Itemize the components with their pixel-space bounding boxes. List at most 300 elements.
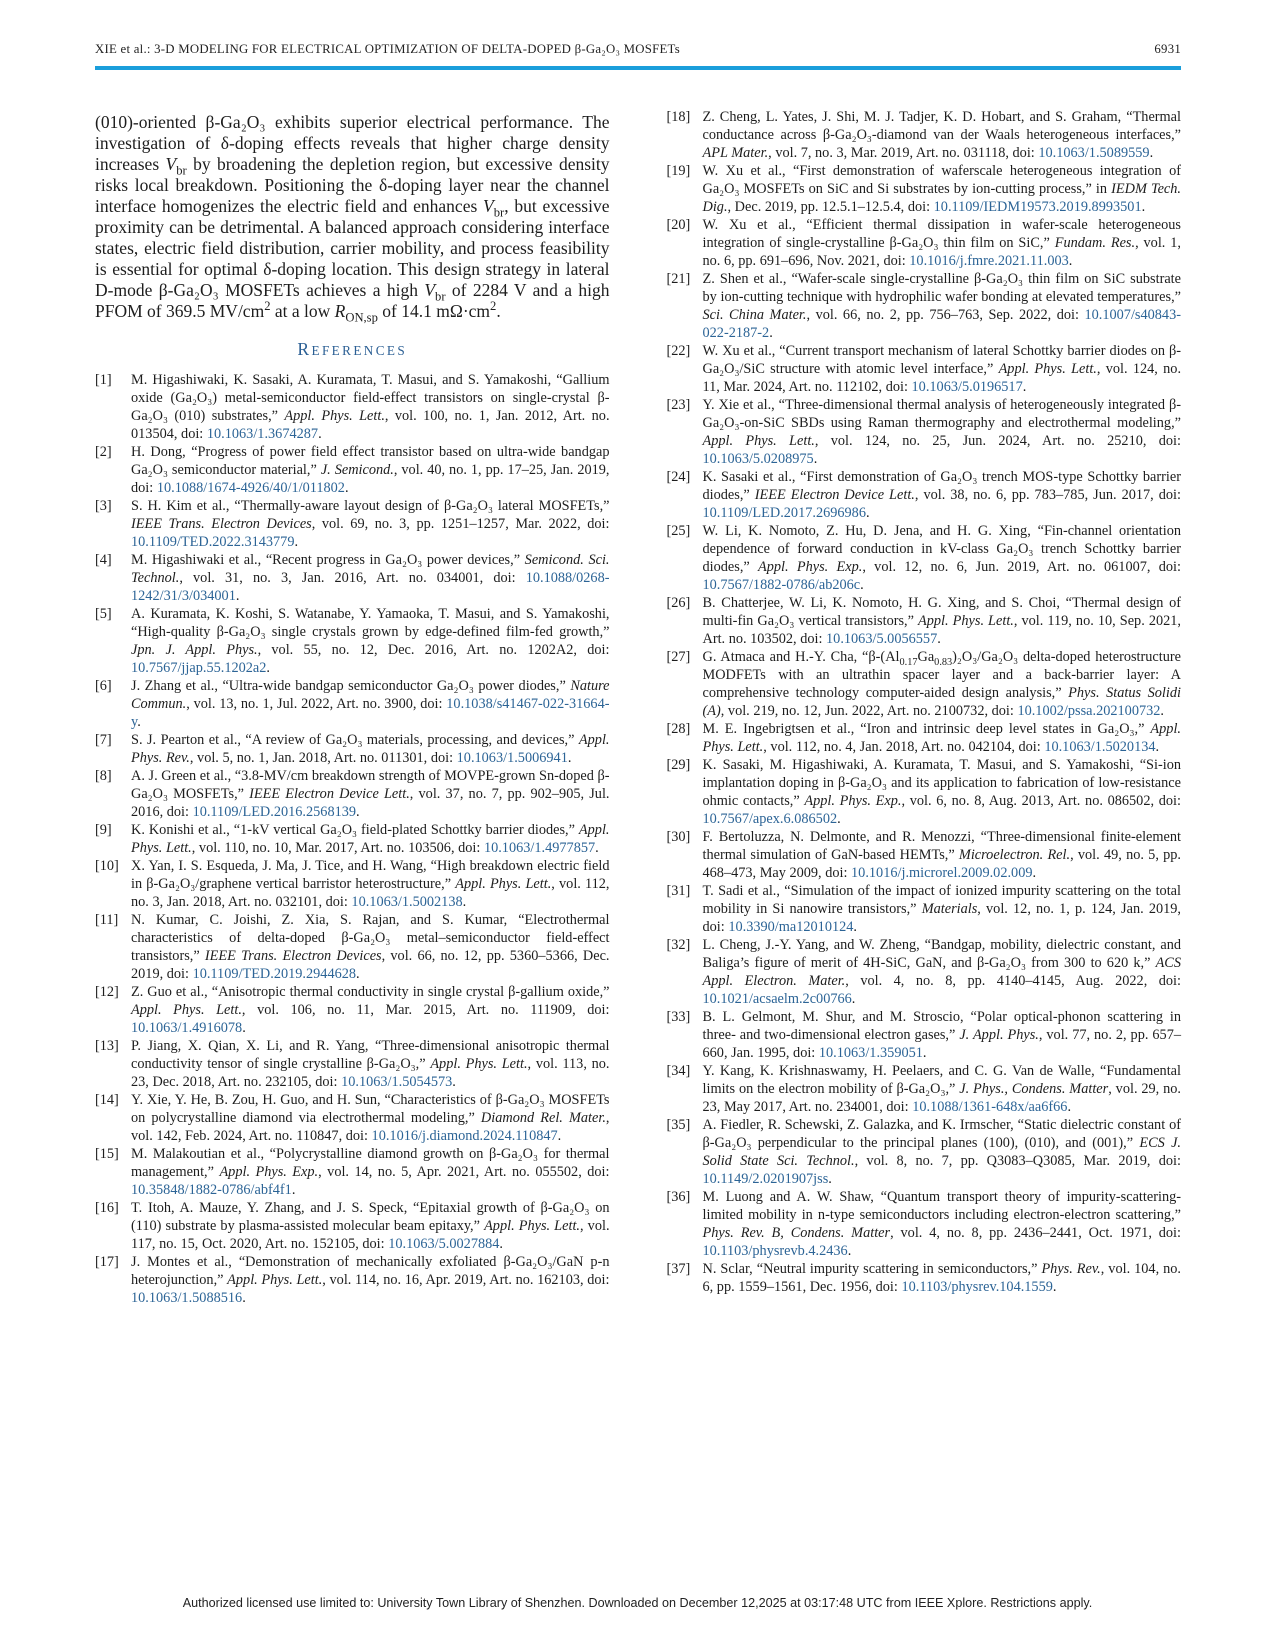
- text-run: M. Malakoutian et al., “Polycrystalline diamond growth on β-Ga₂O₃ for thermal management,”: [131, 1146, 610, 1180]
- references-heading-rest: EFERENCES: [311, 343, 408, 358]
- reference-number: [4]: [95, 552, 112, 568]
- left-column: [95, 108, 610, 1307]
- italic-text: Appl. Phys. Lett.: [918, 613, 1014, 629]
- reference-item: [95, 857, 610, 911]
- reference-text: [703, 1188, 1182, 1260]
- text-run: .: [1022, 379, 1027, 395]
- text-run: .: [813, 451, 818, 467]
- text-run: .: [496, 301, 501, 321]
- text-run: .: [318, 426, 322, 442]
- italic-text: Appl. Phys. Lett.: [131, 1002, 242, 1018]
- doi-link[interactable]: 10.1063/1.5002138: [351, 894, 463, 910]
- doi-link[interactable]: 10.1063/5.0056557: [826, 631, 938, 647]
- text-run: P. Jiang, X. Qian, X. Li, and R. Yang, “Three-dimensional anisotropic thermal conductivity tensor of single crystalline β-Ga₂O₃,”: [131, 1038, 610, 1072]
- reference-number: [3]: [95, 498, 112, 514]
- reference-number: [32]: [666, 937, 691, 953]
- italic-text: Appl. Phys. Lett.: [227, 1272, 323, 1288]
- text-run: .: [452, 1074, 456, 1090]
- text-run: A. Fiedler, R. Schewski, Z. Galazka, and K. Irmscher, “Static dielectric constant of β-Ga₂O₃ perpendicular to the principal planes (100), (010), and (001),”: [702, 1117, 1181, 1151]
- text-run: , vol. 12, no. 1, p. 124, Jan. 2019, doi:: [702, 901, 1181, 935]
- text-run: W. Xu et al., “Current transport mechanism of lateral Schottky barrier diodes on β-Ga₂O₃/SiC structure with atomic level interface,”: [702, 343, 1181, 377]
- reference-item: [667, 522, 1182, 594]
- text-run: , vol. 66, no. 12, pp. 5360–5366, Dec. 2019, doi:: [131, 948, 610, 982]
- text-run: M. Luong and A. W. Shaw, “Quantum transport theory of impurity-scattering-limited mobility in n-type semiconductors including electron-electron scattering,”: [702, 1189, 1181, 1223]
- doi-link[interactable]: 10.1063/1.5020134: [1044, 739, 1156, 755]
- reference-text: [131, 767, 610, 821]
- text-run: .: [356, 804, 360, 820]
- reference-item: [95, 911, 610, 983]
- text-run: .: [1052, 1279, 1057, 1295]
- italic-text: IEEE Trans. Electron Devices: [204, 948, 382, 964]
- text-run: J. Zhang et al., “Ultra-wide bandgap semiconductor Ga₂O₃ power diodes,”: [131, 678, 571, 694]
- italic-text: Phys. Rev. B, Condens. Matter: [702, 1225, 891, 1241]
- reference-text: [703, 216, 1182, 270]
- italic-text: Fundam. Res.: [1054, 235, 1136, 251]
- reference-number: [2]: [95, 444, 112, 460]
- text-run: at a low: [270, 301, 335, 321]
- italic-text: IEDM Tech. Dig.: [702, 181, 1181, 215]
- doi-link[interactable]: 10.1002/pssa.202100732: [1017, 703, 1161, 719]
- reference-number: [34]: [666, 1063, 691, 1079]
- text-run: , vol. 7, no. 3, Mar. 2019, Art. no. 031118, doi:: [768, 145, 1039, 161]
- reference-item: [95, 497, 610, 551]
- content-columns: [95, 108, 1181, 1307]
- text-run: A. J. Green et al., “3.8-MV/cm breakdown strength of MOVPE-grown Sn-doped β-Ga₂O₃ MOSFETs,”: [131, 768, 610, 802]
- doi-link[interactable]: 10.1063/1.5088516: [131, 1290, 243, 1306]
- italic-text: Appl. Phys. Lett.: [430, 1056, 528, 1072]
- italic-text: IEEE Trans. Electron Devices: [131, 516, 312, 532]
- italic-text: Appl. Phys. Exp.: [804, 793, 902, 809]
- doi-link[interactable]: 10.1063/1.4977857: [483, 840, 596, 856]
- text-run: .: [1141, 199, 1146, 215]
- text-run: , vol. 219, no. 12, Jun. 2022, Art. no. 2100732, doi:: [720, 703, 1018, 719]
- text-run: J. Montes et al., “Demonstration of mechanically exfoliated β-Ga₂O₃/GaN p-n heterojunction,”: [131, 1254, 610, 1288]
- text-run: , vol. 29, no. 23, May 2017, Art. no. 234001, doi:: [702, 1081, 1181, 1115]
- reference-number: [22]: [666, 343, 691, 359]
- italic-text: Appl. Phys. Exp.: [219, 1164, 319, 1180]
- italic-text: Appl. Phys. Lett.: [484, 1218, 581, 1234]
- text-run: )₂O₃/Ga₂O₃ delta-doped heterostructure MODFETs with an ultrathin spacer layer and a back-barrier layer: A comprehensive technology computer-aided design analysis,”: [702, 649, 1181, 701]
- reference-number: [1]: [95, 372, 112, 388]
- text-run: A. Kuramata, K. Koshi, S. Watanabe, Y. Yamaoka, T. Masui, and S. Yamakoshi, “High-quality β-Ga₂O₃ single crystals grown by edge-defined film-fed growth,”: [131, 606, 610, 640]
- doi-link[interactable]: 10.1103/physrev.104.1559: [901, 1279, 1053, 1295]
- doi-link[interactable]: 10.1021/acsaelm.2c00766: [702, 991, 852, 1007]
- reference-number: [20]: [666, 217, 691, 233]
- reference-text: [703, 1008, 1182, 1062]
- text-run: , vol. 124, no. 25, Jun. 2024, Art. no. 25210, doi:: [814, 433, 1182, 449]
- text-run: , vol. 1, no. 6, pp. 691–696, Nov. 2021, doi:: [702, 235, 1181, 269]
- italic-text: IEEE Electron Device Lett.: [754, 487, 915, 503]
- reference-number: [36]: [666, 1189, 691, 1205]
- text-run: , vol. 113, no. 23, Dec. 2018, Art. no. 232105, doi:: [131, 1056, 610, 1090]
- italic-text: Phys. Status Solidi (A): [702, 685, 1181, 719]
- reference-text: [131, 371, 610, 443]
- doi-link[interactable]: 10.1016/j.diamond.2024.110847: [371, 1128, 558, 1144]
- doi-link[interactable]: 10.1063/1.3674287: [206, 426, 319, 442]
- italic-text: Phys. Rev.: [1041, 1261, 1101, 1277]
- italic-text: Appl. Phys. Lett.: [131, 822, 610, 856]
- text-run: Y. Xie, Y. He, B. Zou, H. Guo, and H. Sun, “Characteristics of β-Ga₂O₃ MOSFETs on polycrystalline diamond via electrothermal modeling,”: [131, 1092, 610, 1126]
- doi-link[interactable]: 10.1063/1.359051: [818, 1045, 923, 1061]
- doi-link[interactable]: 10.1088/1361-648x/aa6f66: [912, 1099, 1068, 1115]
- subscript-text: br: [435, 289, 446, 304]
- reference-number: [35]: [666, 1117, 691, 1133]
- reference-text: [703, 936, 1182, 1008]
- doi-link[interactable]: 10.7567/1882-0786/ab206c: [702, 577, 861, 593]
- doi-link[interactable]: 10.1109/LED.2017.2696986: [702, 505, 866, 521]
- text-run: .: [291, 1182, 296, 1198]
- text-run: .: [137, 714, 141, 730]
- text-run: .: [769, 325, 773, 341]
- italic-text: J. Semicond.: [320, 462, 394, 478]
- page-footer: [0, 1596, 1275, 1610]
- text-run: , vol. 69, no. 3, pp. 1251–1257, Mar. 2022, doi:: [311, 516, 610, 532]
- text-run: N. Kumar, C. Joishi, Z. Xia, S. Rajan, and S. Kumar, “Electrothermal characteristics of delta-doped β-Ga₂O₃ metal–semiconductor field-effect transistors,”: [131, 912, 610, 964]
- doi-link[interactable]: 10.1088/1674-4926/40/1/011802: [156, 480, 345, 496]
- text-run: B. L. Gelmont, M. Shur, and M. Stroscio, “Polar optical-phonon scattering in three- and two-dimensional electron gases,”: [702, 1009, 1181, 1043]
- text-run: .: [1149, 145, 1154, 161]
- doi-link[interactable]: 10.1063/1.4916078: [131, 1020, 243, 1036]
- text-run: G. Atmaca and H.-Y. Cha, “β-(Al: [702, 649, 900, 665]
- reference-text: [131, 821, 610, 857]
- text-run: by broadening the depletion region, but excessive density risks local breakdown. Positioning the δ-doping layer near the channel interface homogenizes the electric field and enhances: [95, 154, 610, 216]
- text-run: Z. Shen et al., “Wafer-scale single-crystalline β-Ga₂O₃ thin film on SiC substrate by ion-cutting technique with hydrophilic wafer bonding at elevated temperatures,”: [702, 271, 1181, 305]
- text-run: , vol. 112, no. 4, Jan. 2018, Art. no. 042104, doi:: [763, 739, 1045, 755]
- reference-text: [703, 882, 1182, 936]
- reference-number: [12]: [95, 984, 119, 1000]
- text-run: T. Itoh, A. Mauze, Y. Zhang, and J. S. Speck, “Epitaxial growth of β-Ga₂O₃ on (110) substrate by plasma-assisted molecular beam epitaxy,”: [131, 1200, 610, 1234]
- superscript-text: 2: [264, 299, 271, 314]
- subscript-text: 0.17: [899, 656, 918, 668]
- reference-number: [14]: [95, 1092, 119, 1108]
- reference-number: [6]: [95, 678, 112, 694]
- text-run: , vol. 124, no. 11, Mar. 2024, Art. no. 112102, doi:: [702, 361, 1182, 395]
- text-run: , vol. 117, no. 15, Oct. 2020, Art. no. 152105, doi:: [131, 1218, 610, 1252]
- reference-list-left: [95, 371, 610, 1307]
- italic-text: R: [334, 301, 346, 321]
- reference-text: [131, 1037, 610, 1091]
- doi-link[interactable]: 10.1063/5.0208975: [702, 451, 814, 467]
- italic-text: Appl. Phys. Exp.: [758, 559, 863, 575]
- italic-text: Appl. Phys. Lett.: [702, 721, 1181, 755]
- page-number: 6931: [1154, 42, 1181, 56]
- text-run: , vol. 55, no. 12, Dec. 2016, Art. no. 1202A2, doi:: [257, 642, 610, 658]
- reference-number: [15]: [95, 1146, 119, 1162]
- italic-text: Appl. Phys. Lett.: [455, 876, 552, 892]
- text-run: Y. Kang, K. Krishnaswamy, H. Peelaers, and C. G. Van de Walle, “Fundamental limits on the electron mobility of β-Ga₂O₃,”: [702, 1063, 1181, 1097]
- reference-item: [95, 605, 610, 677]
- text-run: K. Sasaki, M. Higashiwaki, A. Kuramata, T. Masui, and S. Yamakoshi, “Si-ion implantation doping in β-Ga₂O₃ and its application to fabrication of low-resistance ohmic contacts,”: [702, 757, 1181, 809]
- reference-text: [131, 1091, 610, 1145]
- text-run: , vol. 37, no. 7, pp. 902–905, Jul. 2016, doi:: [131, 786, 610, 820]
- italic-text: Appl. Phys. Lett.: [284, 408, 385, 424]
- text-run: , vol. 8, no. 7, pp. Q3083–Q3085, Mar. 2019, doi:: [854, 1153, 1181, 1169]
- text-run: .: [922, 1045, 927, 1061]
- italic-text: Nature Commun.: [131, 678, 610, 712]
- text-run: , vol. 104, no. 6, pp. 1559–1561, Dec. 1956, doi:: [702, 1261, 1181, 1295]
- reference-item: [95, 551, 610, 605]
- italic-text: APL Mater.: [702, 145, 769, 161]
- reference-number: [24]: [666, 469, 691, 485]
- reference-number: [16]: [95, 1200, 119, 1216]
- doi-link[interactable]: 10.1103/physrevb.4.2436: [702, 1243, 848, 1259]
- doi-link[interactable]: 10.1063/1.5054573: [341, 1074, 453, 1090]
- text-run: Y. Xie et al., “Three-dimensional thermal analysis of heterogeneously integrated β-Ga₂O₃-on-SiC SBDs using Raman thermography and electrothermal modeling,”: [702, 397, 1181, 431]
- text-run: of 14.1 mΩ·cm: [377, 301, 491, 321]
- header-rule: [95, 66, 1181, 70]
- text-run: , vol. 110, no. 10, Mar. 2017, Art. no. 103506, doi:: [191, 840, 484, 856]
- text-run: , vol. 14, no. 5, Apr. 2021, Art. no. 055502, doi:: [318, 1164, 610, 1180]
- text-run: .: [847, 1243, 852, 1259]
- reference-item: [95, 371, 610, 443]
- reference-text: [703, 270, 1182, 342]
- reference-item: [667, 1062, 1182, 1116]
- text-run: B. Chatterjee, W. Li, K. Nomoto, H. G. Xing, and S. Choi, “Thermal design of multi-fin Ga₂O₃ vertical transistors,”: [702, 595, 1181, 629]
- reference-list-right: [667, 108, 1182, 1296]
- reference-text: [703, 342, 1182, 396]
- reference-text: [703, 756, 1182, 828]
- reference-item: [95, 1037, 610, 1091]
- text-run: .: [1155, 739, 1160, 755]
- reference-item: [667, 468, 1182, 522]
- doi-link[interactable]: 10.1016/j.microrel.2009.02.009: [851, 865, 1033, 881]
- text-run: X. Yan, I. S. Esqueda, J. Ma, J. Tice, and H. Wang, “High breakdown electric field in β-Ga₂O₃/graphene vertical barristor heterostructure,”: [131, 858, 610, 892]
- reference-number: [17]: [95, 1254, 119, 1270]
- reference-number: [10]: [95, 858, 119, 874]
- italic-text: Sci. China Mater.: [702, 307, 807, 323]
- italic-text: ACS Appl. Electron. Mater.: [702, 955, 1181, 989]
- italic-text: Semicond. Sci. Technol.: [131, 552, 610, 586]
- text-run: W. Xu et al., “First demonstration of waferscale heterogeneous integration of Ga₂O₃ MOSFETs on SiC and Si substrates by ion-cutting process,” in: [702, 163, 1181, 197]
- reference-item: [95, 983, 610, 1037]
- reference-text: [703, 1260, 1182, 1296]
- reference-text: [131, 677, 610, 731]
- reference-number: [8]: [95, 768, 112, 784]
- doi-link[interactable]: 10.1038/s41467-022-31664-y: [131, 696, 610, 730]
- italic-text: Diamond Rel. Mater.: [480, 1110, 606, 1126]
- reference-number: [25]: [666, 523, 691, 539]
- doi-link[interactable]: 10.1109/IEDM19573.2019.8993501: [933, 199, 1142, 215]
- text-run: , vol. 4, no. 8, pp. 4140–4145, Aug. 2022, doi:: [845, 973, 1181, 989]
- text-run: , vol. 38, no. 6, pp. 783–785, Jun. 2017, doi:: [914, 487, 1181, 503]
- reference-text: [131, 911, 610, 983]
- reference-item: [667, 936, 1182, 1008]
- text-run: , vol. 4, no. 8, pp. 2436–2441, Oct. 1971, doi:: [890, 1225, 1181, 1241]
- text-run: , Dec. 2019, pp. 12.5.1–12.5.4, doi:: [727, 199, 934, 215]
- text-run: .: [937, 631, 941, 647]
- subscript-text: br: [176, 163, 187, 178]
- reference-item: [95, 1091, 610, 1145]
- subscript-text: 0.83: [934, 656, 953, 668]
- superscript-text: 2: [490, 299, 497, 314]
- text-run: .: [1067, 1099, 1072, 1115]
- reference-number: [13]: [95, 1038, 119, 1054]
- text-run: .: [851, 991, 856, 1007]
- reference-text: [131, 983, 610, 1037]
- reference-text: [131, 731, 610, 767]
- italic-text: V: [483, 196, 494, 216]
- text-run: M. Higashiwaki, K. Sasaki, A. Kuramata, T. Masui, and S. Yamakoshi, “Gallium oxide (Ga₂O₃) metal-semiconductor field-effect transistors on single-crystal β-Ga₂O₃ (010) substrates,”: [131, 372, 610, 424]
- reference-item: [95, 767, 610, 821]
- reference-text: [703, 720, 1182, 756]
- text-run: K. Sasaki et al., “First demonstration of Ga₂O₃ trench MOS-type Schottky barrier diodes,”: [702, 469, 1181, 503]
- reference-item: [667, 396, 1182, 468]
- italic-text: J. Appl. Phys.: [959, 1027, 1039, 1043]
- reference-text: [131, 1253, 610, 1307]
- reference-item: [667, 162, 1182, 216]
- text-run: .: [828, 1171, 832, 1187]
- reference-item: [95, 1145, 610, 1199]
- references-heading-initial: R: [297, 339, 312, 359]
- reference-number: [7]: [95, 732, 112, 748]
- reference-item: [667, 342, 1182, 396]
- reference-text: [703, 1062, 1182, 1116]
- doi-link[interactable]: 10.1063/5.0196517: [911, 379, 1023, 395]
- reference-number: [11]: [95, 912, 119, 928]
- reference-item: [667, 1260, 1182, 1296]
- reference-item: [95, 1199, 610, 1253]
- text-run: , vol. 114, no. 16, Apr. 2019, Art. no. 162103, doi:: [322, 1272, 610, 1288]
- reference-text: [131, 857, 610, 911]
- text-run: Z. Guo et al., “Anisotropic thermal conductivity in single crystal β-gallium oxide,”: [131, 984, 610, 1000]
- doi-link[interactable]: 10.1063/5.0027884: [388, 1236, 500, 1252]
- text-run: N. Sclar, “Neutral impurity scattering in semiconductors,”: [702, 1261, 1042, 1277]
- italic-text: V: [424, 280, 436, 300]
- reference-text: [703, 594, 1182, 648]
- text-run: .: [242, 1020, 246, 1036]
- reference-text: [131, 551, 610, 605]
- text-run: , vol. 5, no. 1, Jan. 2018, Art. no. 011301, doi:: [189, 750, 457, 766]
- text-run: .: [462, 894, 467, 910]
- reference-number: [28]: [666, 721, 691, 737]
- italic-text: Appl. Phys. Lett.: [702, 433, 815, 449]
- text-run: .: [865, 505, 870, 521]
- doi-link[interactable]: 10.1088/0268-1242/31/3/034001: [131, 570, 610, 604]
- reference-number: [9]: [95, 822, 112, 838]
- text-run: .: [344, 480, 349, 496]
- reference-text: [131, 605, 610, 677]
- doi-link[interactable]: 10.3390/ma12010124: [728, 919, 854, 935]
- text-run: H. Dong, “Progress of power field effect transistor based on ultra-wide bandgap Ga₂O₃ semiconductor material,”: [131, 444, 610, 478]
- text-run: , vol. 106, no. 11, Mar. 2015, Art. no. 111909, doi:: [241, 1002, 610, 1018]
- text-run: , vol. 13, no. 1, Jul. 2022, Art. no. 3900, doi:: [186, 696, 447, 712]
- text-run: F. Bertoluzza, N. Delmonte, and R. Menozzi, “Three-dimensional finite-element thermal simulation of GaN-based HEMTs,”: [702, 829, 1181, 863]
- italic-text: ECS J. Solid State Sci. Technol.: [702, 1135, 1181, 1169]
- text-run: W. Xu et al., “Efficient thermal dissipation in wafer-scale heterogeneous integration of single-crystalline β-Ga₂O₃ thin film on SiC,”: [702, 217, 1181, 251]
- text-run: L. Cheng, J.-Y. Yang, and W. Zheng, “Bandgap, mobility, dielectric constant, and Baliga’s figure of merit of 4H-SiC, GaN, and β-Ga₂O₃ from 300 to 620 k,”: [702, 937, 1181, 971]
- doi-link[interactable]: 10.1149/2.0201907jss: [702, 1171, 829, 1187]
- reference-item: [667, 594, 1182, 648]
- text-run: M. Higashiwaki et al., “Recent progress in Ga₂O₃ power devices,”: [131, 552, 525, 568]
- text-run: .: [567, 750, 572, 766]
- doi-link[interactable]: 10.7567/apex.6.086502: [702, 811, 838, 827]
- italic-text: IEEE Electron Device Lett.: [249, 786, 410, 802]
- conclusion-paragraph: [95, 112, 610, 325]
- reference-item: [667, 1188, 1182, 1260]
- reference-number: [30]: [666, 829, 691, 845]
- text-run: , but excessive proximity can be detrimental. A balanced approach considering interface states, electric field distribution, carrier mobility, and process feasibility is essential for optimal δ-doping location. This design strategy in lateral D-mode β-Ga₂O₃ MOSFETs achieves a high: [95, 196, 610, 300]
- text-run: .: [1068, 253, 1073, 269]
- reference-item: [667, 882, 1182, 936]
- text-run: , vol. 142, Feb. 2024, Art. no. 110847, doi:: [131, 1110, 610, 1144]
- text-run: .: [499, 1236, 503, 1252]
- reference-text: [131, 1199, 610, 1253]
- italic-text: Microelectron. Rel.: [958, 847, 1071, 863]
- reference-number: [19]: [666, 163, 691, 179]
- reference-text: [703, 108, 1182, 162]
- reference-text: [131, 497, 610, 551]
- text-run: , vol. 100, no. 1, Jan. 2012, Art. no. 013504, doi:: [131, 408, 610, 442]
- doi-link[interactable]: 10.1063/1.5006941: [456, 750, 568, 766]
- italic-text: V: [165, 154, 177, 174]
- text-run: Ga: [917, 649, 935, 665]
- text-run: , vol. 12, no. 6, Jun. 2019, Art. no. 061007, doi:: [862, 559, 1181, 575]
- italic-text: Materials: [921, 901, 978, 917]
- doi-link[interactable]: 10.1109/TED.2022.3143779: [131, 534, 295, 550]
- reference-item: [667, 1008, 1182, 1062]
- reference-item: [667, 756, 1182, 828]
- italic-text: Appl. Phys. Lett.: [998, 361, 1097, 377]
- text-run: .: [860, 577, 864, 593]
- reference-text: [703, 648, 1182, 720]
- text-run: , vol. 40, no. 1, pp. 17–25, Jan. 2019, doi:: [131, 462, 610, 496]
- doi-link[interactable]: 10.35848/1882-0786/abf4f1: [131, 1182, 292, 1198]
- right-column: [667, 108, 1182, 1307]
- text-run: T. Sadi et al., “Simulation of the impact of ionized impurity scattering on the total mobility in Si nanowire transistors,”: [702, 883, 1181, 917]
- reference-item: [95, 821, 610, 857]
- text-run: of 2284 V and a high PFOM of 369.5 MV/cm: [95, 280, 610, 321]
- text-run: , vol. 49, no. 5, pp. 468–473, May 2009, doi:: [702, 847, 1182, 881]
- reference-number: [23]: [666, 397, 691, 413]
- text-run: , vol. 77, no. 2, pp. 657–660, Jan. 1995, doi:: [702, 1027, 1181, 1061]
- reference-item: [667, 270, 1182, 342]
- text-run: .: [235, 588, 240, 604]
- text-run: .: [1160, 703, 1164, 719]
- italic-text: Jpn. J. Appl. Phys.: [131, 642, 258, 658]
- reference-text: [131, 443, 610, 497]
- reference-item: [95, 1253, 610, 1307]
- text-run: .: [356, 966, 360, 982]
- doi-link[interactable]: 10.1109/TED.2019.2944628: [192, 966, 357, 982]
- text-run: , vol. 6, no. 8, Aug. 2013, Art. no. 086502, doi:: [901, 793, 1181, 809]
- reference-item: [667, 108, 1182, 162]
- reference-number: [29]: [666, 757, 691, 773]
- reference-text: [703, 396, 1182, 468]
- page-header: [95, 42, 1181, 57]
- reference-item: [95, 731, 610, 767]
- reference-number: [18]: [666, 109, 691, 125]
- doi-link[interactable]: 10.7567/jjap.55.1202a2: [131, 660, 267, 676]
- reference-text: [131, 1145, 610, 1199]
- text-run: (010)-oriented β-Ga₂O₃ exhibits superior electrical performance. The investigation of δ-doping effects reveals that higher charge density increases: [95, 112, 610, 174]
- text-run: .: [1032, 865, 1037, 881]
- reference-text: [703, 828, 1182, 882]
- text-run: S. H. Kim et al., “Thermally-aware layout design of β-Ga₂O₃ lateral MOSFETs,”: [131, 498, 610, 514]
- references-heading: [95, 339, 610, 360]
- doi-link[interactable]: 10.1007/s40843-022-2187-2: [702, 307, 1181, 341]
- text-run: S. J. Pearton et al., “A review of Ga₂O₃ materials, processing, and devices,”: [131, 732, 579, 748]
- doi-link[interactable]: 10.1016/j.fmre.2021.11.003: [909, 253, 1069, 269]
- doi-link[interactable]: 10.1063/1.5089559: [1038, 145, 1150, 161]
- doi-link[interactable]: 10.1109/LED.2016.2568139: [192, 804, 357, 820]
- reference-item: [95, 443, 610, 497]
- text-run: .: [595, 840, 599, 856]
- reference-item: [667, 648, 1182, 720]
- reference-number: [21]: [666, 271, 691, 287]
- text-run: , vol. 31, no. 3, Jan. 2016, Art. no. 034001, doi:: [179, 570, 526, 586]
- reference-number: [33]: [666, 1009, 691, 1025]
- reference-item: [667, 1116, 1182, 1188]
